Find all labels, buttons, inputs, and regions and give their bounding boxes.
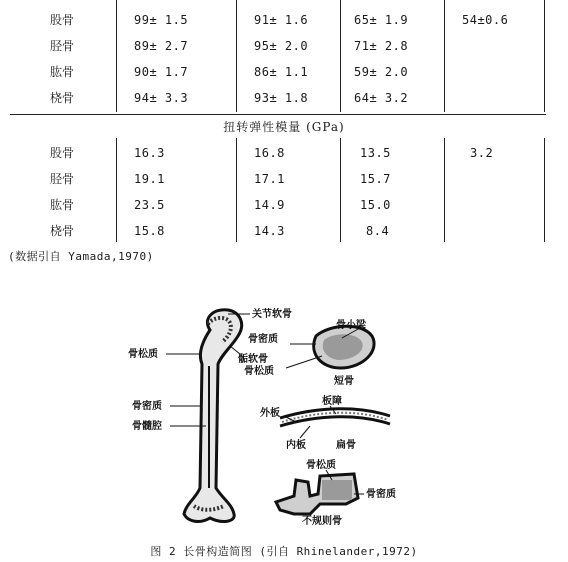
label-cancellous-bone-irregular: 骨松质 — [306, 460, 336, 471]
table-cell: 91± 1.6 — [254, 13, 309, 27]
row-label-tibia: 胫骨 — [49, 172, 74, 186]
column-divider — [544, 138, 545, 242]
column-divider — [544, 0, 545, 112]
column-divider — [340, 0, 341, 112]
bone-diagram-svg — [110, 298, 460, 532]
section-title: 扭转弹性模量 (GPa) — [223, 120, 345, 134]
table-cell: 15.8 — [134, 224, 165, 238]
label-cancellous-bone: 骨松质 — [128, 349, 158, 360]
table-cell: 3.2 — [470, 146, 494, 160]
bone-structure-figure — [110, 298, 460, 532]
label-articular-cartilage: 关节软骨 — [252, 309, 292, 320]
column-divider — [236, 0, 237, 112]
table-cell: 54±0.6 — [462, 13, 509, 27]
table-cell: 99± 1.5 — [134, 13, 189, 27]
table-cell: 17.1 — [254, 172, 285, 186]
row-label-radius: 桡骨 — [49, 224, 74, 238]
row-label-radius: 桡骨 — [49, 91, 74, 105]
table-cell: 16.3 — [134, 146, 165, 160]
label-flat-bone: 扁骨 — [336, 440, 356, 451]
table-cell: 93± 1.8 — [254, 91, 309, 105]
table-cell: 94± 3.3 — [134, 91, 189, 105]
table-divider — [10, 114, 546, 115]
table-cell: 15.0 — [360, 198, 391, 212]
column-divider — [116, 138, 117, 242]
label-short-bone: 短骨 — [334, 376, 354, 387]
table-cell: 23.5 — [134, 198, 165, 212]
label-compact-bone-irregular: 骨密质 — [366, 489, 396, 500]
label-diploe: 板障 — [322, 396, 342, 407]
table-cell: 95± 2.0 — [254, 39, 309, 53]
row-label-humerus: 肱骨 — [49, 198, 74, 212]
table-cell: 90± 1.7 — [134, 65, 189, 79]
data-table — [0, 0, 568, 242]
label-marrow-cavity: 骨髓腔 — [132, 421, 162, 432]
table-cell: 65± 1.9 — [354, 13, 409, 27]
label-inner-table: 内板 — [286, 440, 306, 451]
short-bone-illustration — [314, 326, 374, 368]
flat-bone-illustration — [280, 409, 390, 426]
table-cell: 59± 2.0 — [354, 65, 409, 79]
table-cell: 64± 3.2 — [354, 91, 409, 105]
label-compact-bone-short: 骨密质 — [248, 334, 278, 345]
column-divider — [444, 0, 445, 112]
table-cell: 14.3 — [254, 224, 285, 238]
row-label-humerus: 肱骨 — [49, 65, 74, 79]
table-cell: 71± 2.8 — [354, 39, 409, 53]
column-divider — [236, 138, 237, 242]
long-bone-illustration — [184, 310, 242, 522]
label-outer-table: 外板 — [260, 408, 280, 419]
row-label-tibia: 胫骨 — [49, 39, 74, 53]
label-cancellous-bone-short: 骨松质 — [244, 366, 274, 377]
figure-caption: 图 2 长骨构造简图 (引自 Rhinelander,1972) — [150, 545, 418, 558]
table-cell: 86± 1.1 — [254, 65, 309, 79]
table-cell: 16.8 — [254, 146, 285, 160]
row-label-femur: 股骨 — [49, 146, 74, 160]
column-divider — [340, 138, 341, 242]
table-cell: 15.7 — [360, 172, 391, 186]
label-compact-bone: 骨密质 — [132, 401, 162, 412]
table-cell: 89± 2.7 — [134, 39, 189, 53]
irregular-bone-illustration — [276, 474, 358, 514]
label-epiphyseal-cartilage: 骺软骨 — [238, 354, 268, 365]
table-cell: 19.1 — [134, 172, 165, 186]
label-irregular-bone: 不规则骨 — [302, 516, 342, 527]
column-divider — [116, 0, 117, 112]
table-cell: 8.4 — [366, 224, 390, 238]
label-trabecula: 骨小梁 — [336, 320, 366, 331]
column-divider — [444, 138, 445, 242]
source-note: (数据引自 Yamada,1970) — [8, 250, 154, 263]
table-cell: 14.9 — [254, 198, 285, 212]
table-cell: 13.5 — [360, 146, 391, 160]
row-label-femur: 股骨 — [49, 13, 74, 27]
